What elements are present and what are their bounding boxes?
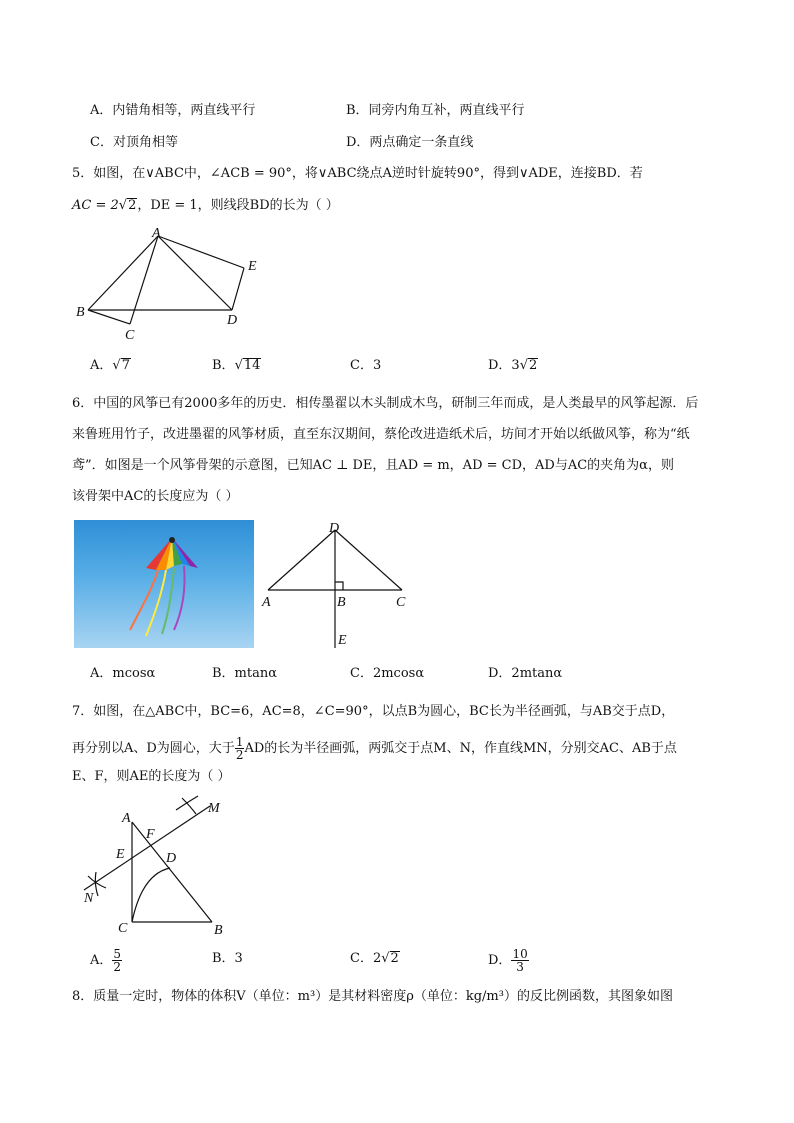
q7-label-c: C (118, 921, 128, 936)
q6-label-b: B (337, 595, 346, 610)
q8-stem-line1: 8．质量一定时，物体的体积V（单位：m³）是其材料密度ρ（单位：kg/m³）的反比例函数，其图象如图 (72, 989, 673, 1004)
q7-arc-m2 (182, 798, 196, 814)
kite-photo (74, 520, 254, 648)
q6-right-angle-mark (335, 582, 343, 590)
q5-segment-ae (158, 236, 244, 268)
q5-segment-ad (158, 236, 232, 310)
q6-label-e: E (338, 633, 347, 648)
q5-label-b: B (76, 305, 85, 320)
q7-half-fraction: $\frac{1}{2}$ (235, 735, 244, 762)
q7-stem-line2: 再分别以A、D为圆心，大于 $\frac{1}{2}$ AD的长为半径画弧，两弧交于点M、N，作直线MN，分别交AC、AB于点 (72, 735, 677, 762)
q7-label-a: A (122, 811, 131, 826)
q5-option-b: B．√14 (212, 358, 261, 373)
q5-option-d: D．3√2 (488, 358, 538, 373)
sqrt-sign: √ (118, 198, 128, 213)
q4-option-d: D．两点确定一条直线 (346, 135, 474, 150)
q6-segment-cd (335, 530, 402, 590)
q5-segment-de (232, 268, 244, 310)
q5-segment-bc (88, 310, 130, 324)
q7-option-d: D． $\frac{10}{3}$ (488, 947, 528, 974)
q7-line-mn (84, 806, 210, 890)
q7-option-c: C．2√2 (350, 951, 399, 966)
q7-arc-bc (132, 868, 170, 922)
q6-stem-line1: 6．中国的风筝已有2000多年的历史．相传墨翟以木头制成木鸟，研制三年而成，是人类最早的风筝起源．后 (72, 396, 699, 411)
q5-stem-line2-rest: ，DE = 1，则线段BD的长为（ ） (137, 198, 339, 213)
q7-figure (70, 792, 240, 940)
q7-stem-line1: 7．如图，在△ABC中，BC=6，AC=8，∠C=90°，以点B为圆心，BC长为半径画弧，与AB交于点D， (72, 704, 675, 719)
q6-label-d: D (329, 521, 340, 536)
q5-label-a: A (152, 226, 161, 241)
q6-option-b: B．mtanα (212, 666, 278, 681)
q5-label-e: E (248, 259, 257, 274)
q4-option-a: A．内错角相等，两直线平行 (90, 103, 256, 118)
q6-label-a: A (262, 595, 271, 610)
q6-option-a: A．mcosα (90, 666, 156, 681)
q4-option-b: B．同旁内角互补，两直线平行 (346, 103, 525, 118)
q5-segment-ab (88, 236, 158, 310)
q5-figure (70, 224, 270, 346)
q7-option-b: B．3 (212, 951, 243, 966)
q5-ac-radicand: 2 (128, 198, 137, 213)
q5-label-d: D (227, 313, 238, 328)
q7-label-e: E (116, 847, 125, 862)
q5-option-a: A．√7 (90, 358, 130, 373)
q6-stem-line2: 来鲁班用竹子，改进墨翟的风筝材质，直至东汉期间，蔡伦改进造纸术后，坊间才开始以纸做风筝，称为“纸 (72, 427, 690, 442)
q6-label-c: C (396, 595, 406, 610)
q5-option-c: C．3 (350, 358, 382, 373)
q6-segment-ad (268, 530, 335, 590)
q7-label-m: M (208, 801, 220, 816)
q5-stem-line2 (72, 197, 339, 215)
q6-option-c: C．2mcosα (350, 666, 425, 681)
q7-option-a: A． $\frac{5}{2}$ (90, 947, 122, 974)
q6-stem-line4: 该骨架中AC的长度应为（ ） (72, 489, 239, 504)
q7-label-n: N (84, 891, 94, 906)
q7-stem-line3: E、F，则AE的长度为（ ） (72, 769, 231, 784)
q4-option-c: C．对顶角相等 (90, 135, 178, 150)
q5-segment-ac (130, 236, 158, 324)
kite-image (74, 520, 254, 648)
q6-option-d: D．2mtanα (488, 666, 563, 681)
q7-label-b: B (214, 923, 223, 938)
q5-ac-value: AC = 2 (72, 198, 119, 213)
q7-label-f: F (146, 827, 155, 842)
q7-label-d: D (166, 851, 177, 866)
q6-stem-line3: 鸢”．如图是一个风筝骨架的示意图，已知AC ⊥ DE，且AD = m，AD = CD，AD与AC的夹角为α，则 (72, 458, 674, 473)
q6-kite-diagram (258, 518, 418, 650)
q5-label-c: C (125, 328, 135, 343)
q5-stem-line1: 5．如图，在∨ABC中，∠ACB = 90°，将∨ABC绕点A逆时针旋转90°，得到∨ADE，连接BD．若 (72, 166, 643, 181)
q7-segment-ab (132, 822, 212, 922)
